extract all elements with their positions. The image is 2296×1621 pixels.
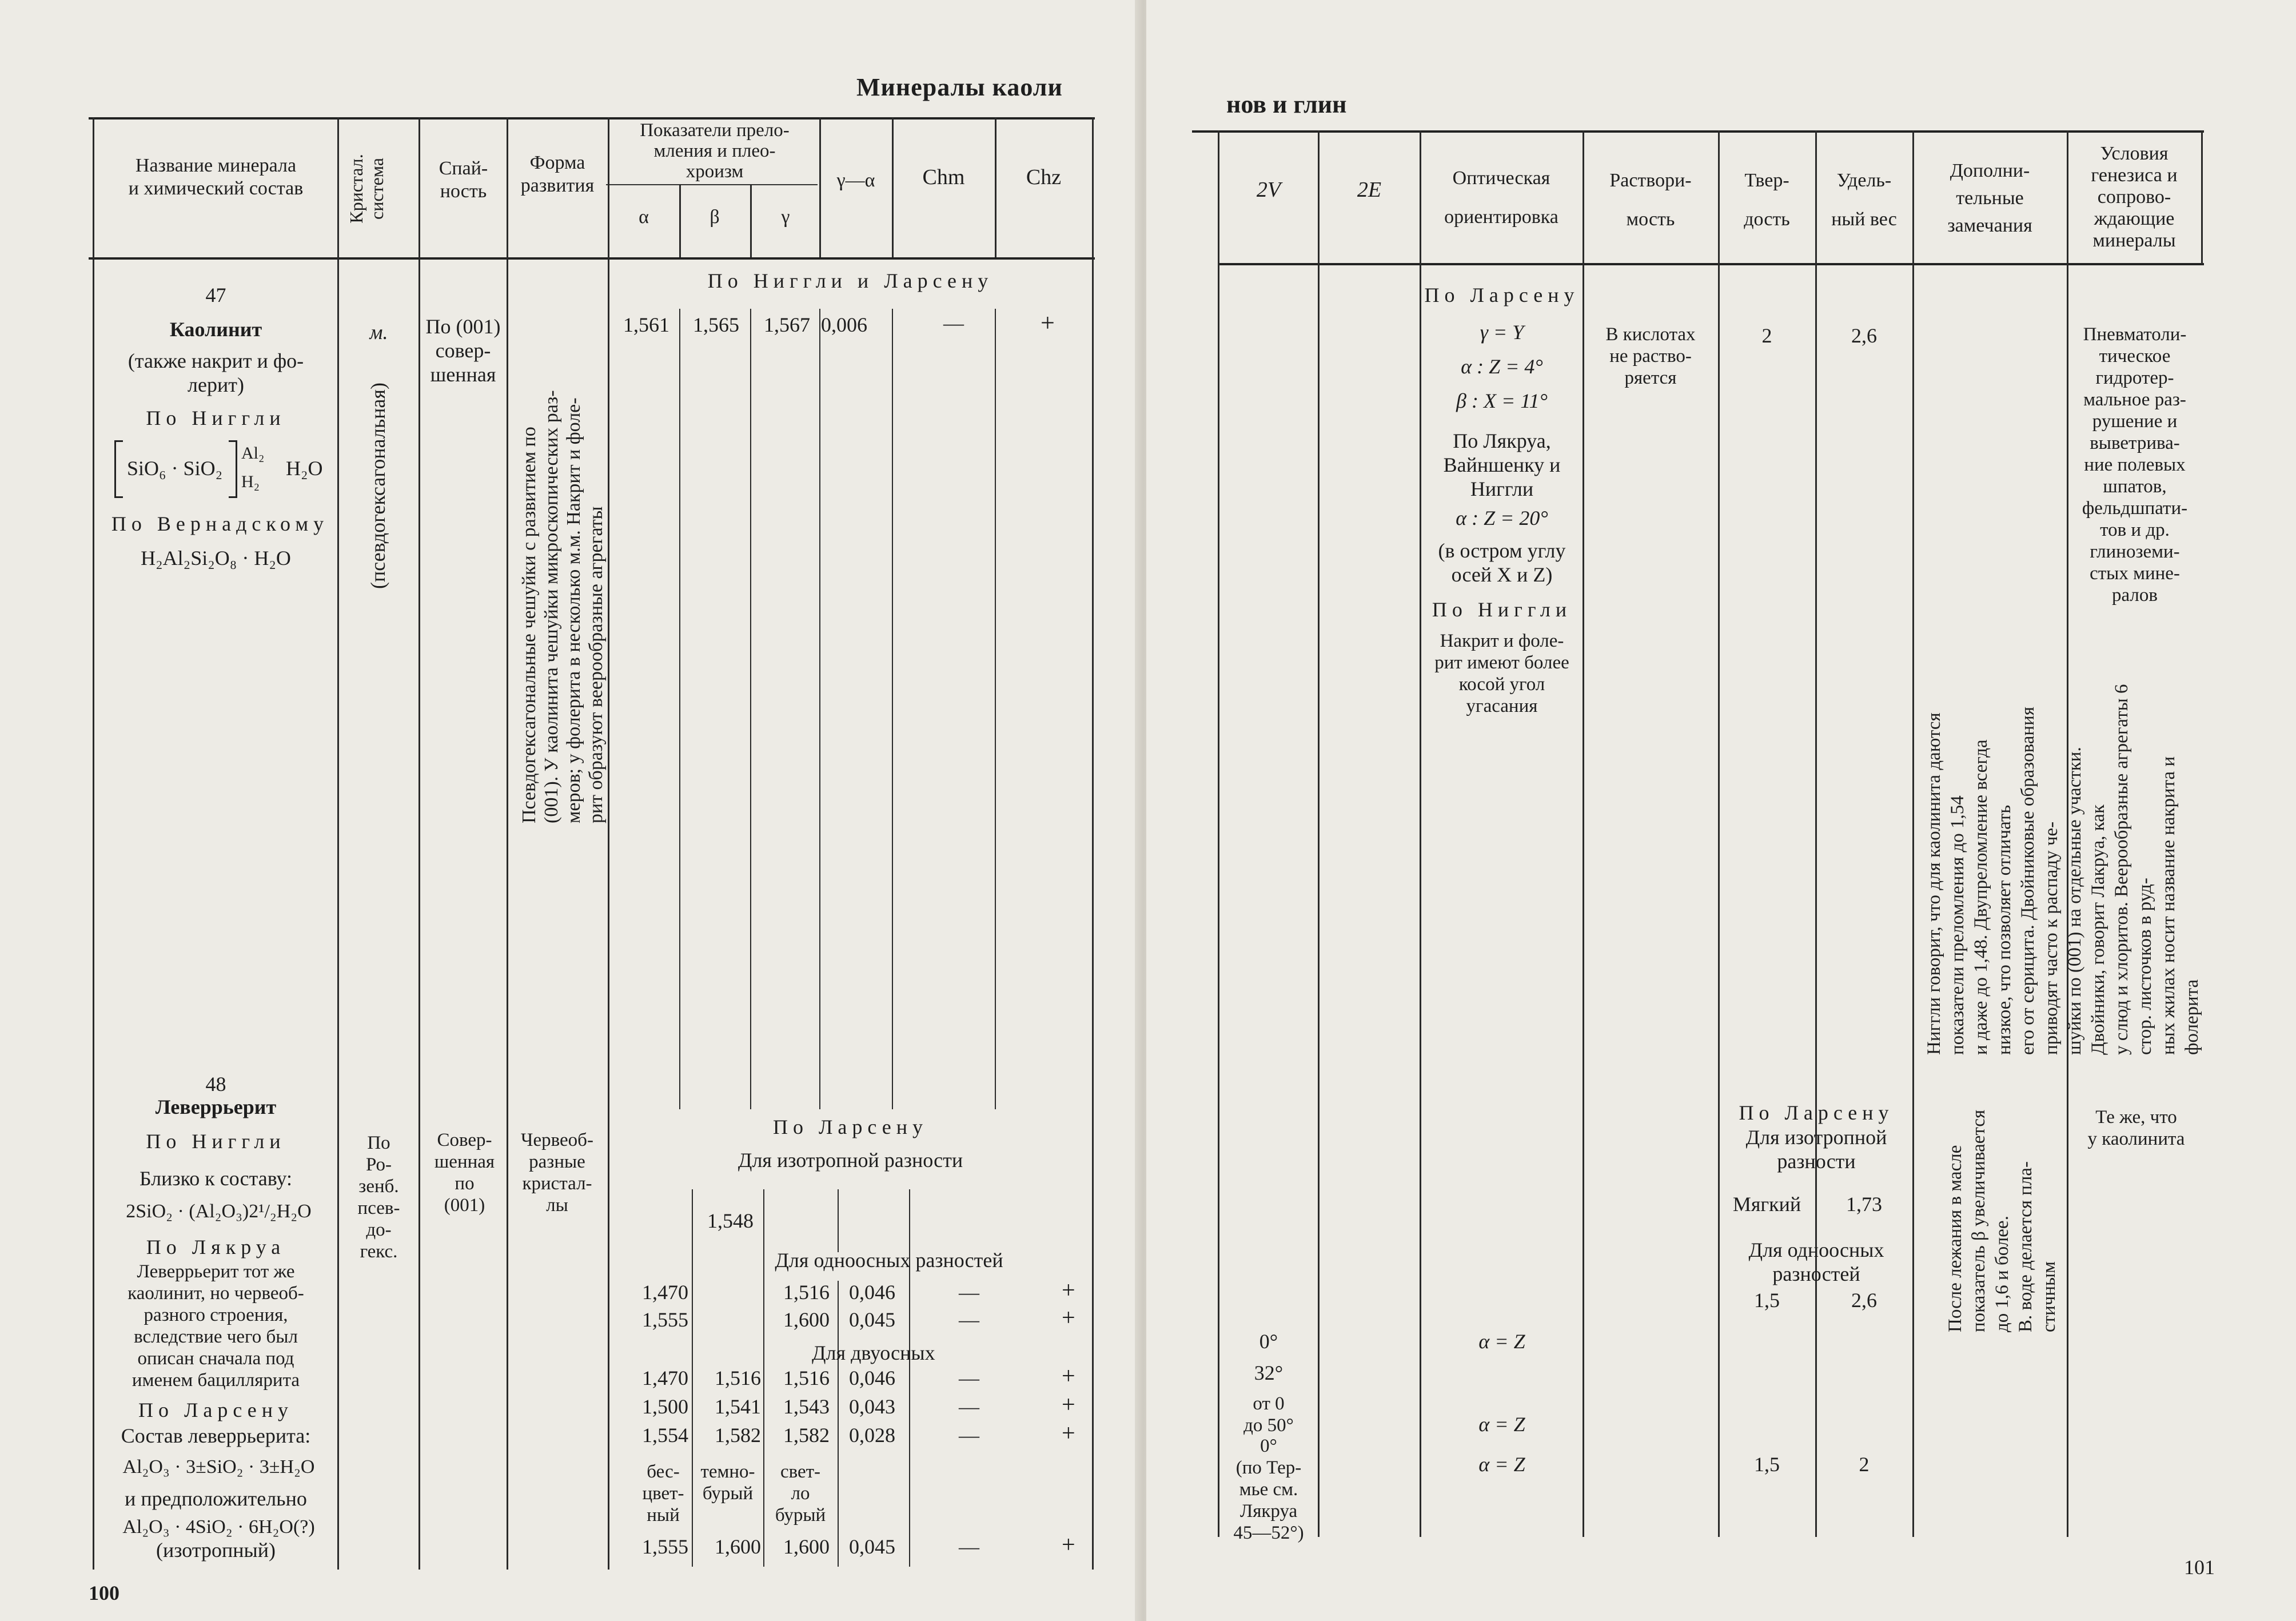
kaolinite-beta: 1,565 [693,313,739,336]
data-rule [838,1189,839,1252]
header-genesis: Условия генезиса и сопрово- ждающие минералы [2091,143,2178,251]
data-rule [750,309,751,1109]
kaolinite-hardness: 2 [1761,324,1772,347]
leverrierite-uniaxial-variety: Для одноосных разностей [775,1249,1003,1272]
kaolinite-orient4: α : Z = 20° [1456,507,1548,529]
leverrierite-bi-sg: 2 [1859,1453,1870,1476]
kaolinite-larsen-label: По Ларсену [1424,284,1580,306]
kaolinite-orient2: α : Z = 4° [1461,355,1543,378]
col-rule [1912,130,1914,1537]
leverrierite-uni-hardness: 1,5 [1754,1289,1780,1312]
table-top-rule [89,117,1095,120]
pleochroism-beta: темно- бурый [700,1461,755,1504]
leverrierite-uni-sg: 2,6 [1851,1289,1877,1312]
header-refraction: Показатели прело- мления и плео- хроизм [640,120,790,182]
kaolinite-gamma: 1,567 [764,313,810,336]
leverrierite-isotropic-variety: Для изотропной разности [738,1149,963,1172]
data-rule [679,309,680,1109]
leverrierite-formula1: 2SiO₂ · (Al₂O₃)2¹/₂H₂O [126,1201,312,1222]
kaolinite-chm: — [943,312,964,334]
kaolinite-niggli-label: По Ниггли [1432,598,1572,621]
kaolinite-orient5: (в остром углу осей X и Z) [1438,539,1566,586]
kaolinite-sg: 2,6 [1851,324,1877,347]
leverrierite-orient-b: α = Z [1478,1413,1525,1436]
kaolinite-lacroix-label: По Лякруа, Вайншенку и Ниггли [1443,429,1561,500]
header-name: Название минерала и химический состав [128,155,304,199]
pleochroism-gamma: свет- ло бурый [775,1461,826,1526]
header-sg: Удель- ный вес [1831,170,1897,230]
leverrierite-composition-label: Состав леверрьерита: [121,1424,311,1447]
table-row: 1,555 1,600 0,045 — + [642,1305,1075,1331]
leverrierite-notes: После лежания в масле показатель β увеличивается до 1,6 и более. В. воде делается пла- стичным [1945,1109,2059,1332]
kaolinite-gamma-alpha: 0,006 [821,313,867,336]
leverrierite-2v-e: (по Тер- мье см. Лякруа 45—52°) [1233,1457,1304,1543]
table-top-rule [1192,130,2204,133]
mineral-name-kaolinite: Каолинит [169,318,262,341]
leverrierite-source-label: По Ларсену [772,1116,928,1138]
header-2v: 2V [1256,178,1281,202]
kaolinite-crystal-system: м. [369,321,388,344]
table-row: 1,500 1,541 1,543 0,043 — + [642,1392,1075,1418]
kaolinite-source-label: По Ниггли и Ларсену [707,269,994,292]
leverrierite-presumably: и предположительно [125,1487,307,1510]
header-optical: Оптическая ориентировка [1444,168,1558,228]
kaolinite-formula-vernadsky: H₂Al₂Si₂O₈ · H₂O [141,547,291,569]
leverrierite-iso-hardness: Мягкий [1732,1193,1801,1216]
data-rule [995,309,996,1109]
col-rule [1092,117,1094,1570]
kaolinite-solubility: В кислотах не раство- ряется [1605,324,1696,388]
page-number-left: 100 [89,1582,119,1604]
mineral-name-leverrierite: Леверрьерит [155,1096,277,1118]
leverrierite-larsen-label: По Ларсену [138,1399,294,1421]
header-crystal: Кристал. система [346,154,387,224]
kaolinite-orient3: β : X = 11° [1456,389,1548,412]
leverrierite-niggli-label: По Ниггли [146,1130,286,1153]
kaolinite-orient1: γ = Y [1480,321,1524,344]
right-page [1146,0,2296,1621]
header-gamma-alpha: γ—α [836,170,875,191]
kaolinite-niggli-label: По Ниггли [146,407,286,429]
header-bottom-rule [1218,263,2204,265]
kaolinite-chz: + [1041,309,1055,337]
leverrierite-crystal-system: По Ро- зенб. псев- до- гекс. [357,1133,400,1262]
header-form: Форма развития [520,152,595,196]
kaolinite-alpha: 1,561 [623,313,669,336]
header-cleavage: Спай- ность [439,158,488,202]
header-solubility: Раствори- мость [1609,170,1692,230]
kaolinite-crystal-note: (псевдогексагональная) [366,383,389,589]
col-rule [1318,130,1320,1537]
leverrierite-close-to: Близко к составу: [139,1167,293,1190]
col-rule [507,117,508,1570]
leverrierite-2v-d: 0° [1260,1436,1277,1456]
leverrierite-iso-n: 1,548 [707,1209,754,1232]
col-rule [1420,130,1421,1537]
leverrierite-lacroix-text: Леверрьерит тот же каолинит, но червеоб- разного строения, вследствие чего был описан сначала под именем бациллярита [127,1261,304,1391]
data-rule [819,309,820,1109]
col-rule [1718,130,1720,1537]
header-beta: β [709,206,720,228]
data-rule [892,309,893,1109]
leverrierite-orient-c: α = Z [1478,1453,1525,1476]
header-chz: Chz [1026,165,1062,189]
col-rule [608,117,609,1570]
mineral-number-48: 48 [205,1073,226,1096]
left-page [0,0,1141,1621]
leverrierite-iso-sg: 1,73 [1846,1193,1882,1216]
header-2e: 2E [1357,178,1382,202]
leverrierite-2v-b: 32° [1254,1361,1283,1384]
col-rule [1218,130,1219,1537]
leverrierite-2v-a: 0° [1259,1330,1278,1353]
leverrierite-2v-c: от 0 до 50° [1243,1393,1294,1436]
leverrierite-form: Червеоб- разные кристал- лы [521,1130,593,1216]
header-bottom-rule [89,257,1095,260]
col-rule [337,117,339,1570]
leverrierite-lacroix-label: По Лякруа [146,1236,286,1258]
leverrierite-isotropic: (изотропный) [156,1539,276,1562]
table-row: 1,554 1,582 1,582 0,028 — + [642,1420,1075,1447]
header-chm: Chm [922,165,965,189]
header-notes: Дополни- тельные замечания [1947,160,2032,236]
kaolinite-formula-niggli: SiO₆ · SiO₂ Al₂ H₂ H₂O [114,440,337,497]
running-head-right: нов и глин [1226,90,1347,118]
kaolinite-form-note: Псевдогексагональные чешуйки с развитием по (001). У каолинита чешуйки микроскопических раз- меров; у фолерита в несколько м.м. Накрит и фоле- рит образуют веерообразные агрегаты [519,390,607,823]
kaolinite-notes: Ниггли говорит, что для каолинита даются показатели преломления до 1,54 и даже до 1,48. Двупреломление всегда низкое, что позволяет отличать его от серицита. Двойниковые образования приводят часто к распаду че- шуйки по (001) на отдельные участки. Двойники, говорит Лакруа, как у слюд и хлоритов. Веерообразные агрегаты 6 стор. листочков в руд- ных жилах носит название накрита и фолерита [1924,684,2202,1055]
mineral-number-47: 47 [205,284,226,306]
pleochroism-alpha: бес- цвет- ный [642,1461,684,1526]
table-row: 1,555 1,600 1,600 0,045 — + [642,1532,1075,1558]
leverrierite-biaxial-variety: Для двуосных [812,1341,935,1364]
leverrierite-formula2: Al₂O₃ · 3±SiO₂ · 3±H₂O [122,1456,315,1477]
kaolinite-vernadsky-label: По Вернадскому [111,512,329,535]
leverrierite-cleavage: Совер- шенная по (001) [434,1130,495,1216]
leverrierite-iso-label: Для изотропной разности [1745,1126,1887,1173]
header-alpha: α [639,206,649,228]
kaolinite-niggli-text: Накрит и фоле- рит имеют более косой угол угасания [1434,631,1569,716]
col-rule [93,117,94,1570]
col-rule [1815,130,1817,1537]
leverrierite-bi-hardness: 1,5 [1754,1453,1780,1476]
leverrierite-larsen-label: По Ларсену [1739,1101,1894,1124]
kaolinite-cleavage: По (001) совер- шенная [425,315,501,386]
col-rule [1583,130,1584,1537]
leverrierite-uni-label: Для одноосных разностей [1748,1238,1884,1285]
refraction-sub-rule [606,184,818,185]
table-row: 1,470 1,516 0,046 — + [642,1277,1075,1304]
leverrierite-genesis: Те же, что у каолинита [2087,1107,2185,1149]
header-gamma: γ [781,206,790,228]
page-number-right: 101 [2184,1556,2215,1579]
leverrierite-formula3: Al₂O₃ · 4SiO₂ · 6H₂O(?) [122,1516,315,1538]
kaolinite-aka: (также накрит и фо- лерит) [127,349,304,396]
leverrierite-orient-a: α = Z [1478,1330,1525,1353]
running-head-left: Минералы каоли [856,73,1063,101]
header-hardness: Твер- дость [1744,170,1790,230]
kaolinite-genesis: Пневматоли- тическое гидротер- мальное раз- рушение и выветрива- ние полевых шпатов, фельдшпати- тов и др. глиноземи- стых мине- ралов [2082,324,2188,606]
table-row: 1,470 1,516 1,516 0,046 — + [642,1363,1075,1389]
col-rule [2201,130,2203,265]
